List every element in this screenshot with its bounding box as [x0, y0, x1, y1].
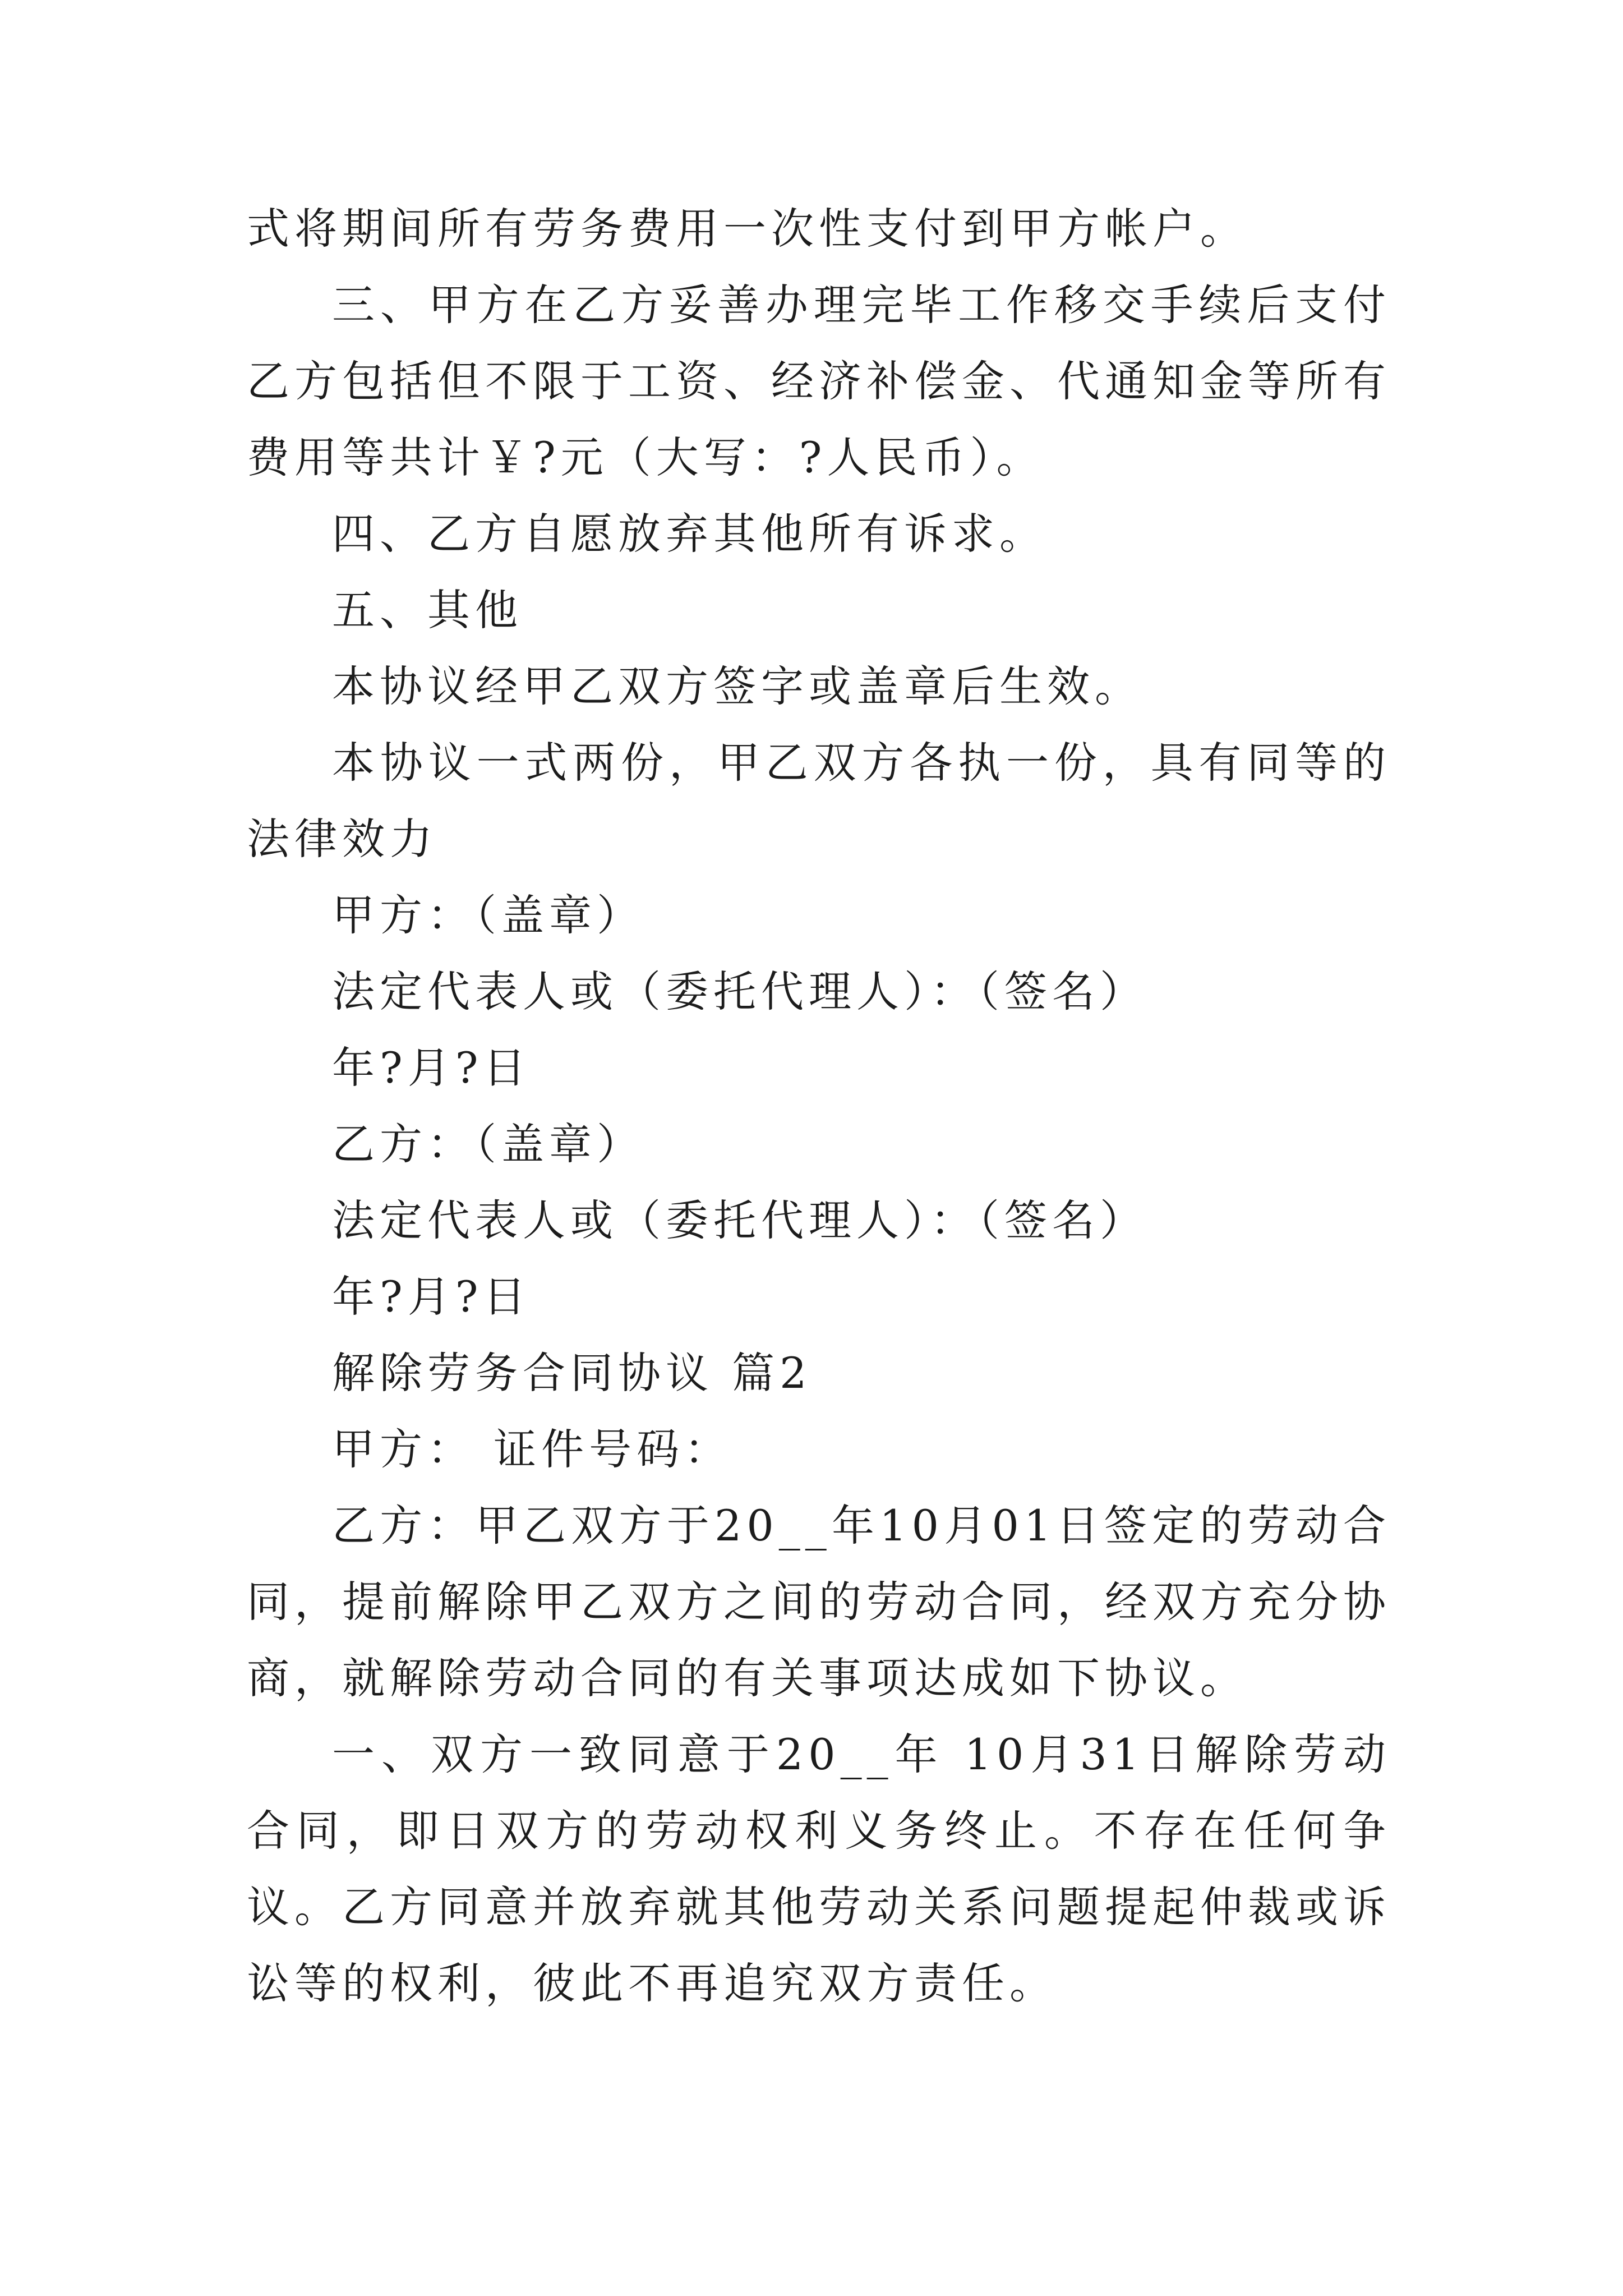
paragraph-payment-continuation: 式将期间所有劳务费用一次性支付到甲方帐户。	[247, 204, 1248, 254]
paragraph-copies-clause: 本协议一式两份，甲乙双方各执一份，具有同等的法律效力	[247, 738, 1391, 864]
section-title-part-2: 解除劳务合同协议 篇2	[332, 1348, 812, 1398]
paragraph-party-a-id: 甲方： 证件号码：	[332, 1424, 732, 1474]
signature-party-b-seal: 乙方：（盖章）	[332, 1119, 644, 1169]
signature-party-b-representative: 法定代表人或（委托代理人）：（签名）	[332, 1195, 1147, 1245]
paragraph-clause-three: 三、甲方在乙方妥善办理完毕工作移交手续后支付乙方包括但不限于工资、经济补偿金、代通知金等所有费用等共计￥?元（大写：?人民币）。	[247, 280, 1391, 482]
paragraph-clause-one: 一、双方一致同意于20__年 10月31日解除劳动合同，即日双方的劳动权利义务终止。不存在任何争议。乙方同意并放弃就其他劳动关系问题提起仲裁或诉讼等的权利，彼此不再追究双方责任。	[247, 1729, 1391, 2008]
document-body	[247, 191, 1391, 2022]
signature-party-a-date: 年?月?日	[332, 1043, 531, 1093]
paragraph-party-b-intro: 乙方：甲乙双方于20__年10月01日签定的劳动合同，提前解除甲乙双方之间的劳动合同，经双方充分协商，就解除劳动合同的有关事项达成如下协议。	[247, 1501, 1391, 1703]
signature-party-b-date: 年?月?日	[332, 1272, 531, 1322]
paragraph-effective-clause: 本协议经甲乙双方签字或盖章后生效。	[332, 661, 1142, 711]
paragraph-clause-five-heading: 五、其他	[332, 585, 523, 635]
signature-party-a-representative: 法定代表人或（委托代理人）：（签名）	[332, 967, 1147, 1016]
signature-party-a-seal: 甲方：（盖章）	[332, 890, 644, 940]
paragraph-clause-four: 四、乙方自愿放弃其他所有诉求。	[332, 509, 1047, 559]
